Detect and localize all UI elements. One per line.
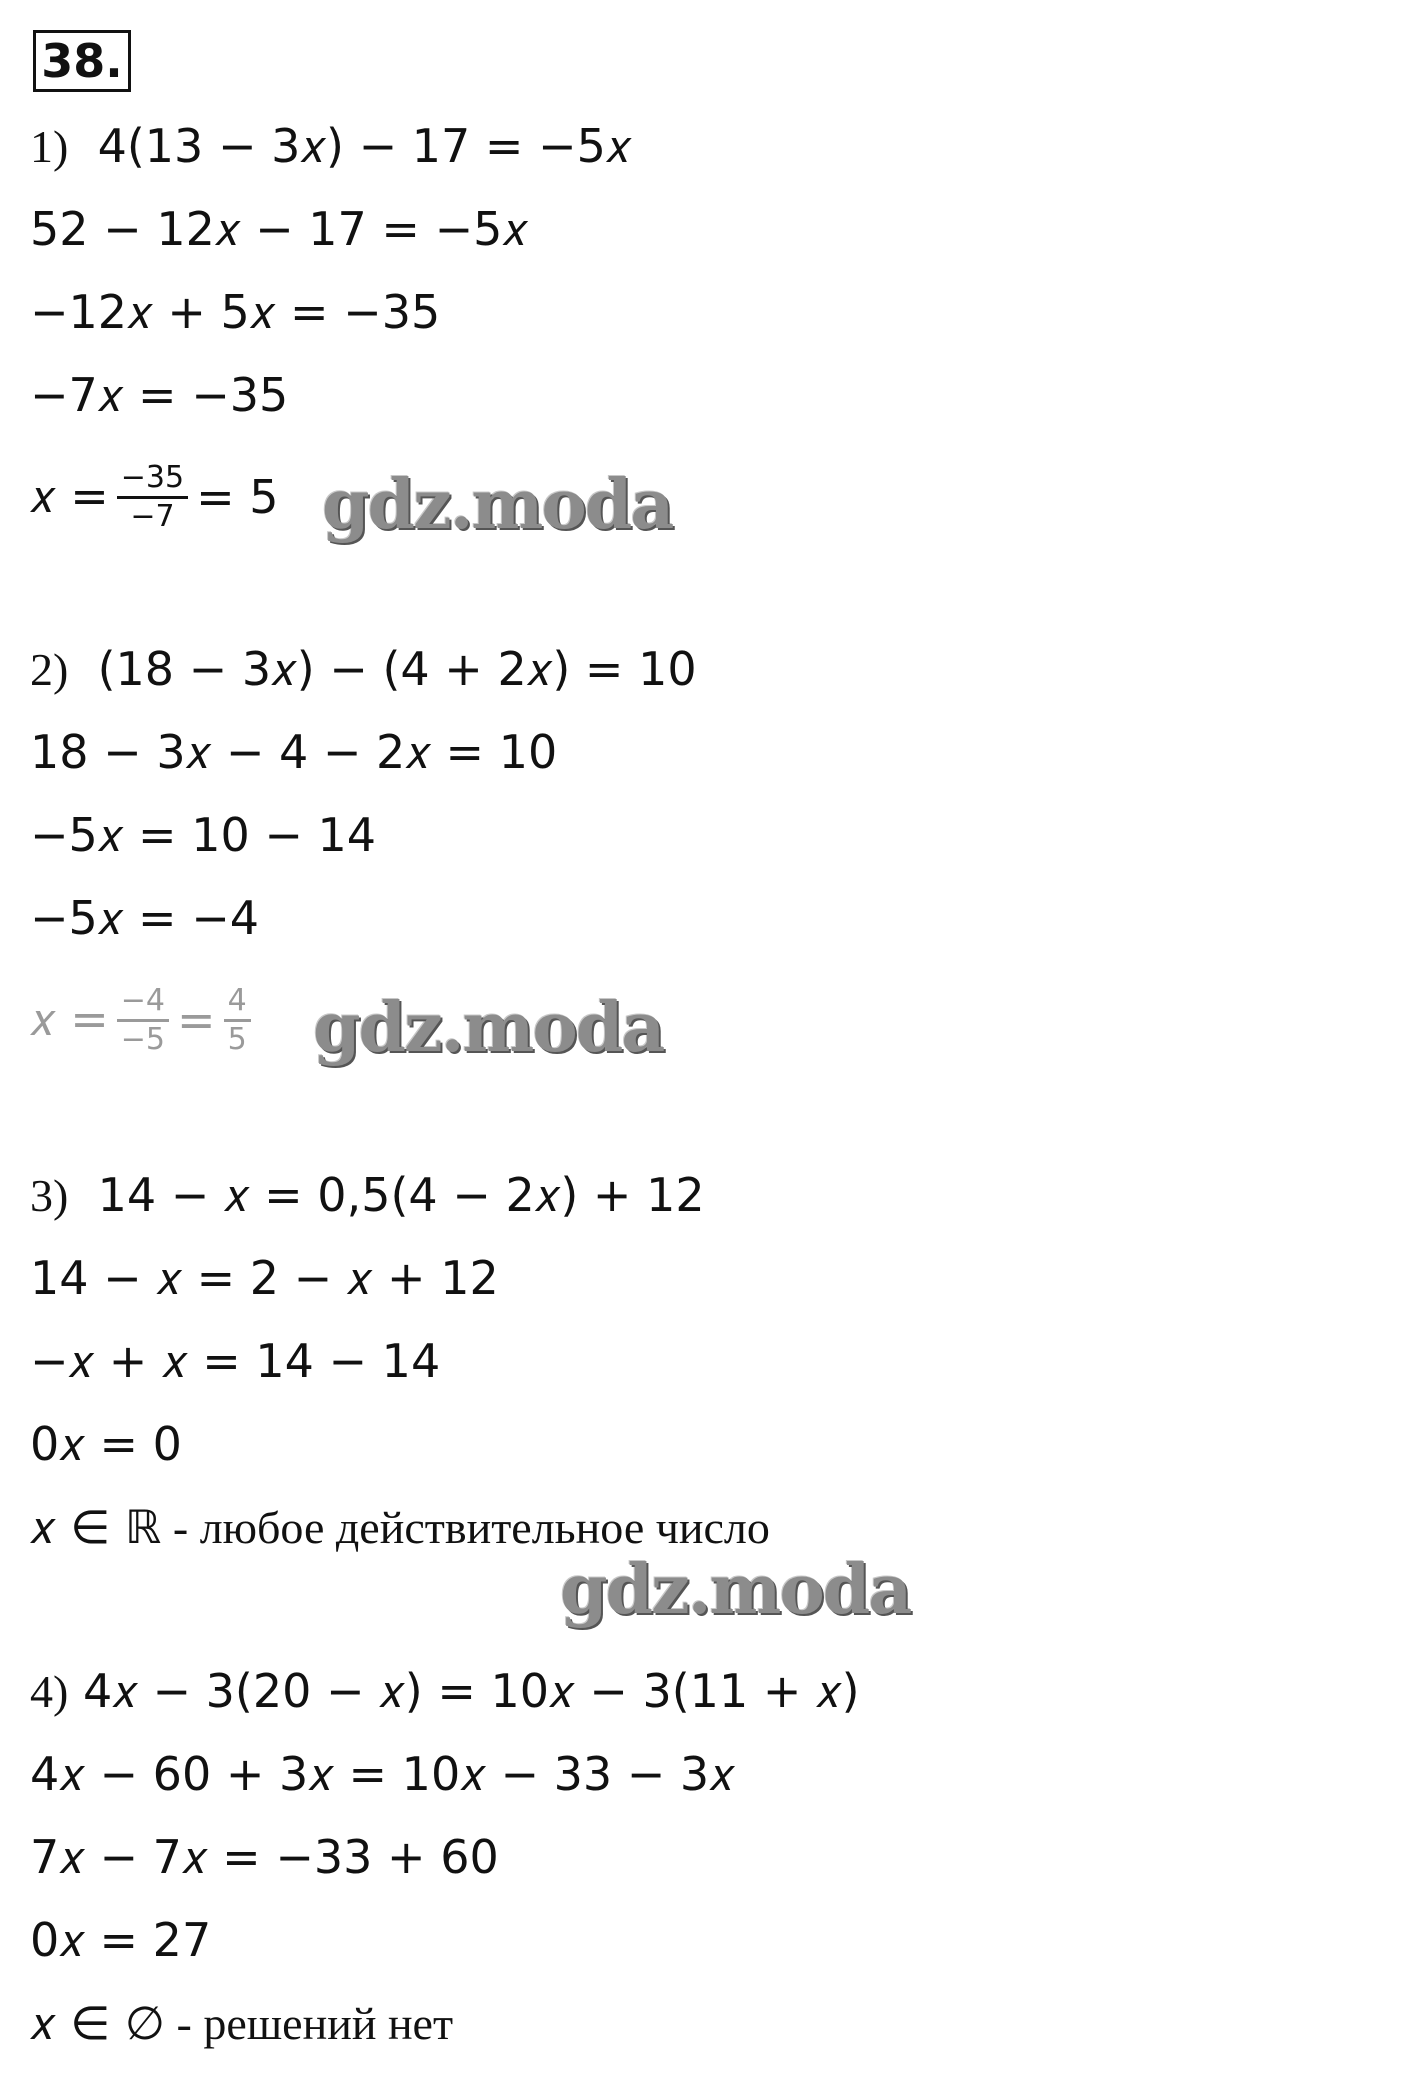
- fraction-denominator: 5: [227, 1021, 247, 1057]
- problem-2-answer-lhs: 𝑥 =: [30, 992, 109, 1046]
- watermark-logo-2: gdz.moda: [313, 988, 664, 1068]
- problem-3-step-2: −𝑥 + 𝑥 = 14 − 14: [30, 1334, 441, 1388]
- problem-1-answer-rhs: = 5: [196, 470, 279, 524]
- problem-1-step-1: 52 − 12𝑥 − 17 = −5𝑥: [30, 202, 529, 256]
- problem-number: 38.: [33, 30, 131, 92]
- problem-3-statement: [30, 1167, 705, 1224]
- problem-4-step-1: 4𝑥 − 60 + 3𝑥 = 10𝑥 − 33 − 3𝑥: [30, 1747, 735, 1801]
- problem-3-label: 3): [30, 1170, 69, 1221]
- problem-4-answer-math: 𝑥 ∈ ∅: [30, 1996, 166, 2050]
- problem-2-step-2: −5𝑥 = 10 − 14: [30, 808, 377, 862]
- problem-3-answer-math: 𝑥 ∈ ℝ: [30, 1500, 162, 1554]
- fraction-numerator: 4: [224, 985, 251, 1022]
- problem-2-answer: [30, 980, 259, 1060]
- problem-1-label: 1): [30, 121, 69, 172]
- fraction-numerator: −4: [117, 985, 169, 1022]
- problem-4-step-3: 0𝑥 = 27: [30, 1913, 212, 1967]
- problem-2-answer-fraction-2: [224, 982, 251, 1057]
- problem-3-answer-text: - любое действительное число: [161, 1502, 770, 1553]
- problem-1-statement: [30, 118, 632, 175]
- problem-1-answer: [30, 457, 279, 537]
- fraction-denominator: −7: [130, 498, 175, 534]
- problem-4-answer-text: - решений нет: [165, 1998, 454, 2049]
- fraction-numerator: −35: [117, 462, 188, 499]
- problem-2-equation: (18 − 3𝑥) − (4 + 2𝑥) = 10: [97, 642, 697, 696]
- problem-2-label: 2): [30, 644, 69, 695]
- problem-2-step-3: −5𝑥 = −4: [30, 891, 260, 945]
- problem-4-statement: [30, 1663, 860, 1720]
- problem-4-answer: [30, 1995, 453, 2052]
- problem-4-step-2: 7𝑥 − 7𝑥 = −33 + 60: [30, 1830, 499, 1884]
- problem-1-equation: 4(13 − 3𝑥) − 17 = −5𝑥: [97, 119, 632, 173]
- problem-3-answer: [30, 1499, 770, 1556]
- problem-3-step-1: 14 − 𝑥 = 2 − 𝑥 + 12: [30, 1251, 499, 1305]
- problem-3-step-3: 0𝑥 = 0: [30, 1417, 182, 1471]
- watermark-logo-3: gdz.moda: [560, 1550, 911, 1630]
- problem-2-statement: [30, 641, 697, 698]
- fraction-denominator: −5: [120, 1021, 166, 1057]
- problem-1-answer-lhs: 𝑥 =: [30, 469, 109, 523]
- problem-2-answer-fraction: [117, 982, 169, 1057]
- problem-4-label: 4): [30, 1666, 69, 1717]
- problem-4-equation: 4𝑥 − 3(20 − 𝑥) = 10𝑥 − 3(11 + 𝑥): [82, 1664, 860, 1718]
- problem-1-step-3: −7𝑥 = −35: [30, 368, 289, 422]
- problem-1-step-2: −12𝑥 + 5𝑥 = −35: [30, 285, 441, 339]
- problem-2-step-1: 18 − 3𝑥 − 4 − 2𝑥 = 10: [30, 725, 558, 779]
- problem-1-answer-fraction: [117, 459, 188, 534]
- problem-3-equation: 14 − 𝑥 = 0,5(4 − 2𝑥) + 12: [97, 1168, 705, 1222]
- watermark-logo-1: gdz.moda: [322, 465, 673, 545]
- problem-2-answer-eq: =: [177, 993, 216, 1047]
